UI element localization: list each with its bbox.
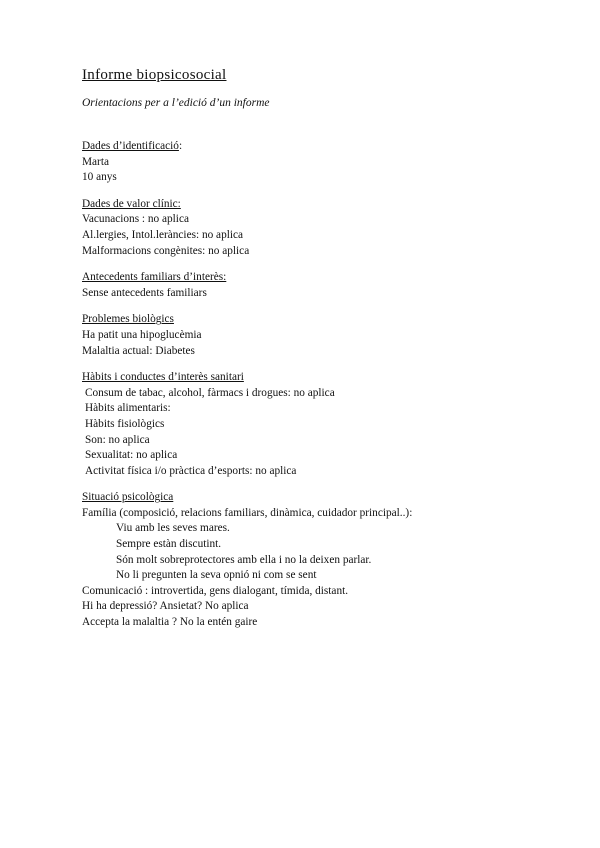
text-line: Ha patit una hipoglucèmia [82,328,202,341]
list-item: No li pregunten la seva opnió ni com se sent [116,569,317,582]
text-line: Activitat física i/o pràctica d’esports: no aplica [85,464,297,477]
patient-age: 10 anys [82,171,117,184]
section-psicologica [82,490,582,630]
section-heading: Hàbits i conductes d’interès sanitari [82,371,244,384]
text-line: Hàbits alimentaris: [85,402,171,415]
document-body [82,139,582,631]
text-line: Comunicació : introvertida, gens dialogant, tímida, distant. [82,584,349,597]
section-heading: Antecedents familiars d’interès: [82,271,227,284]
section-heading: Situació psicològica [82,491,174,504]
text-line: Família (composició, relacions familiars, dinàmica, cuidador principal..): [82,506,413,519]
text-line: Hàbits fisiològics [85,417,165,430]
text-line: Malaltia actual: Diabetes [82,344,195,357]
text-line: Sense antecedents familiars [82,286,207,299]
section-valor-clinic [82,197,582,259]
text-line: Malformacions congènites: no aplica [82,244,250,257]
list-item: Són molt sobreprotectores amb ella i no la deixen parlar. [116,553,372,566]
list-item: Sempre estàn discutint. [116,538,222,551]
text-line: Vacunacions : no aplica [82,213,189,226]
list-item: Viu amb les seves mares. [116,522,230,535]
document-title: Informe biopsicosocial [82,67,227,83]
patient-name: Marta [82,155,109,168]
section-heading: Dades de valor clínic: [82,197,181,210]
text-line: Sexualitat: no aplica [85,449,178,462]
text-line: Al.lergies, Intol.leràncies: no aplica [82,228,244,241]
section-problemes [82,312,582,359]
section-heading: Dades d’identificació: [82,140,183,152]
section-identificacio [82,139,582,186]
text-line: Accepta la malaltia ? No la entén gaire [82,616,258,629]
section-antecedents [82,270,582,301]
text-line: Hi ha depressió? Ansietat? No aplica [82,600,249,613]
text-line: Son: no aplica [85,433,150,446]
document-subtitle: Orientacions per a l’edició d’un informe [82,97,270,109]
section-habits [82,370,582,479]
text-line: Consum de tabac, alcohol, fàrmacs i drogues: no aplica [85,386,335,399]
section-heading: Problemes biològics [82,313,174,326]
